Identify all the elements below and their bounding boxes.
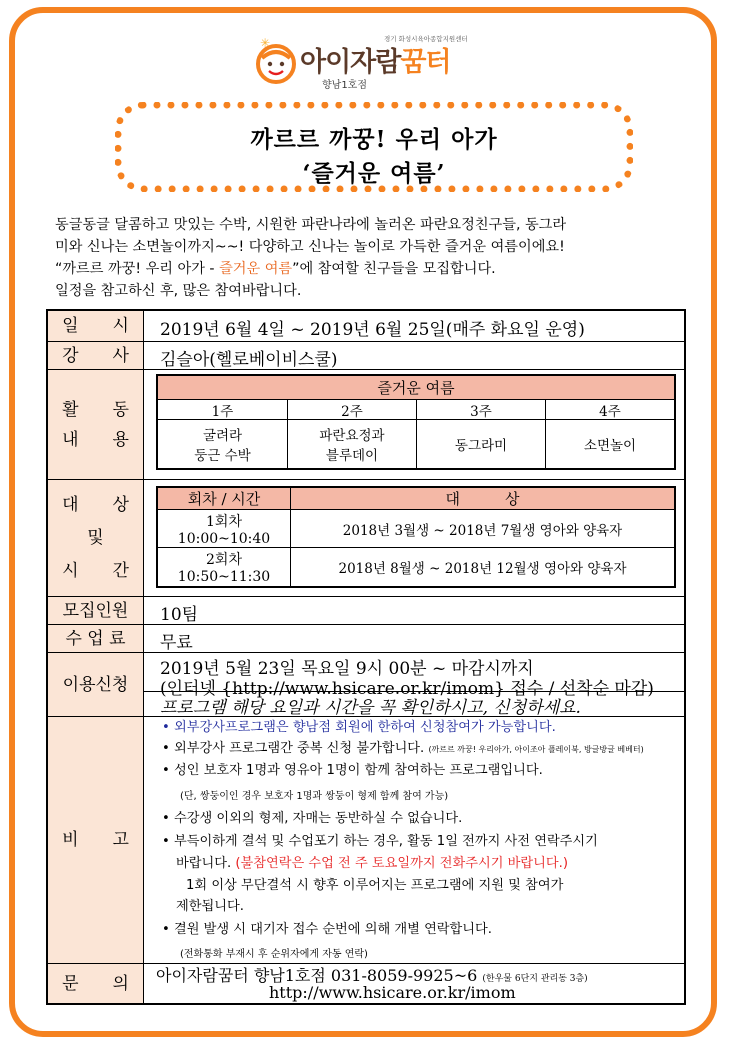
schedule-target: 2018년 3월생 ~ 2018년 7월생 영아와 양육자 (291, 510, 674, 548)
contact-phone: 아이자람꿈터 향남1호점 031-8059-9925~6 (한우물 6단지 관리동 3층) (156, 966, 588, 985)
activity-week: 2주 (288, 400, 417, 420)
logo-title: 아이자람꿈터 (300, 47, 451, 78)
value-capacity: 10팀 (160, 605, 199, 625)
label-capacity: 모집인원 (48, 597, 144, 624)
row-activity (48, 370, 684, 480)
activity-week: 1주 (158, 400, 288, 420)
label-date: 일 시 (48, 311, 144, 341)
note-sub: (전화통화 부재시 후 순위자에게 자동 연락) (180, 949, 368, 960)
schedule-session: 2회차 10:50~11:30 (158, 548, 291, 586)
activity-title: 즐거운 여름 (158, 376, 674, 400)
schedule-table (156, 486, 676, 588)
title-box (115, 102, 633, 192)
schedule-target: 2018년 8월생 ~ 2018년 12월생 영아와 양육자 (338, 561, 627, 577)
activity-item: 굴려라 둥근 수박 (158, 420, 288, 468)
note-item: 제한됩니다. (176, 899, 244, 914)
activity-item: 소면놀이 (583, 438, 637, 454)
row-date (48, 311, 684, 342)
note-item: • 외부강사프로그램은 향남점 회원에 한하여 신청참여가 가능합니다. (162, 720, 556, 735)
label-notes: 비 고 (48, 717, 144, 963)
note-item: 1회 이상 무단결석 시 향후 이루어지는 프로그램에 지원 및 참여가 (186, 878, 564, 893)
row-target (48, 480, 684, 597)
logo-branch: 향남1호점 (322, 80, 368, 91)
row-apply-note (144, 691, 686, 717)
activity-week: 4주 (546, 400, 674, 420)
note-item: • 수강생 이외의 형제, 자매는 동반하실 수 없습니다. (162, 811, 463, 826)
value-fee: 무료 (160, 633, 193, 653)
row-capacity (48, 597, 684, 625)
row-teacher (48, 342, 684, 370)
apply-method: (인터넷 {http://www.hsicare.or.kr/imom} 접수 / 선착순 마감) (160, 679, 654, 699)
note-item: • 외부강사 프로그램간 중복 신청 불가합니다. (까르르 까꿍! 우리아가, 아이조아 플레이북, 방글방글 베베터) (162, 741, 644, 756)
note-item: • 결원 발생 시 대기자 접수 순번에 의해 개별 연락합니다. (162, 922, 492, 937)
label-apply: 이용신청 (48, 653, 144, 716)
schedule-head-time: 회차 / 시간 (158, 488, 291, 510)
page-title: 까르르 까꿍! 우리 아가 (250, 126, 498, 153)
activity-week: 3주 (417, 400, 546, 420)
row-fee (48, 625, 684, 653)
apply-note: 프로그램 해당 요일과 시간을 꼭 확인하시고, 신청하세요. (160, 698, 581, 718)
schedule-head-target: 대 상 (291, 488, 674, 510)
note-item: • 성인 보호자 1명과 영유아 1명이 함께 참여하는 프로그램입니다. (162, 763, 543, 778)
label-fee: 수 업 료 (48, 625, 144, 652)
info-table (46, 309, 686, 1005)
intro-text (55, 214, 695, 302)
logo (252, 32, 512, 94)
label-contact: 문 의 (48, 964, 144, 1003)
note-item: 바랍니다. (불참연락은 수업 전 주 토요일까지 전화주시기 바랍니다.) (176, 856, 568, 871)
label-teacher: 강 사 (48, 342, 144, 369)
intro-line: 동글동글 달콤하고 맛있는 수박, 시원한 파란나라에 놀러온 파란요정친구들, 동그라 (55, 217, 567, 233)
note-item: • 부득이하게 결석 및 수업포기 하는 경우, 활동 1일 전까지 사전 연락주시기 (162, 834, 598, 849)
child-face-icon (252, 38, 300, 86)
page-subtitle: ‘즐거운 여름’ (302, 160, 446, 187)
activity-item: 파란요정과 블루데이 (288, 420, 417, 468)
value-teacher: 김슬아(헬로베이비스쿨) (160, 350, 338, 370)
intro-line: 미와 신나는 소면놀이까지~~! 다양하고 신나는 놀이로 가득한 즐거운 여름이에요! (55, 239, 565, 255)
logo-center-name: 경기 화성시육아종합지원센터 (384, 35, 468, 43)
activity-table (156, 374, 676, 470)
contact-url[interactable]: http://www.hsicare.or.kr/imom (269, 983, 516, 1002)
activity-item: 동그라미 (417, 420, 546, 468)
row-notes (48, 717, 684, 964)
label-target: 대 상 및 시 간 (48, 480, 144, 596)
intro-line: “까르르 까꿍! 우리 아가 - 즐거운 여름”에 참여할 친구들을 모집합니다. (55, 261, 496, 277)
svg-text:✳: ✳ (260, 38, 271, 50)
intro-line: 일정을 참고하신 후, 많은 참여바랍니다. (55, 283, 302, 299)
label-activity: 활 동 내 용 (48, 370, 144, 479)
schedule-session: 1회차 10:00~10:40 (158, 510, 291, 548)
note-sub: (단, 쌍둥이인 경우 보호자 1명과 쌍둥이 형제 함께 참여 가능) (180, 791, 449, 802)
value-date: 2019년 6월 4일 ~ 2019년 6월 25일(매주 화요일 운영) (160, 320, 585, 340)
apply-period: 2019년 5월 23일 목요일 9시 00분 ~ 마감시까지 (160, 659, 534, 679)
row-contact (48, 964, 684, 1003)
